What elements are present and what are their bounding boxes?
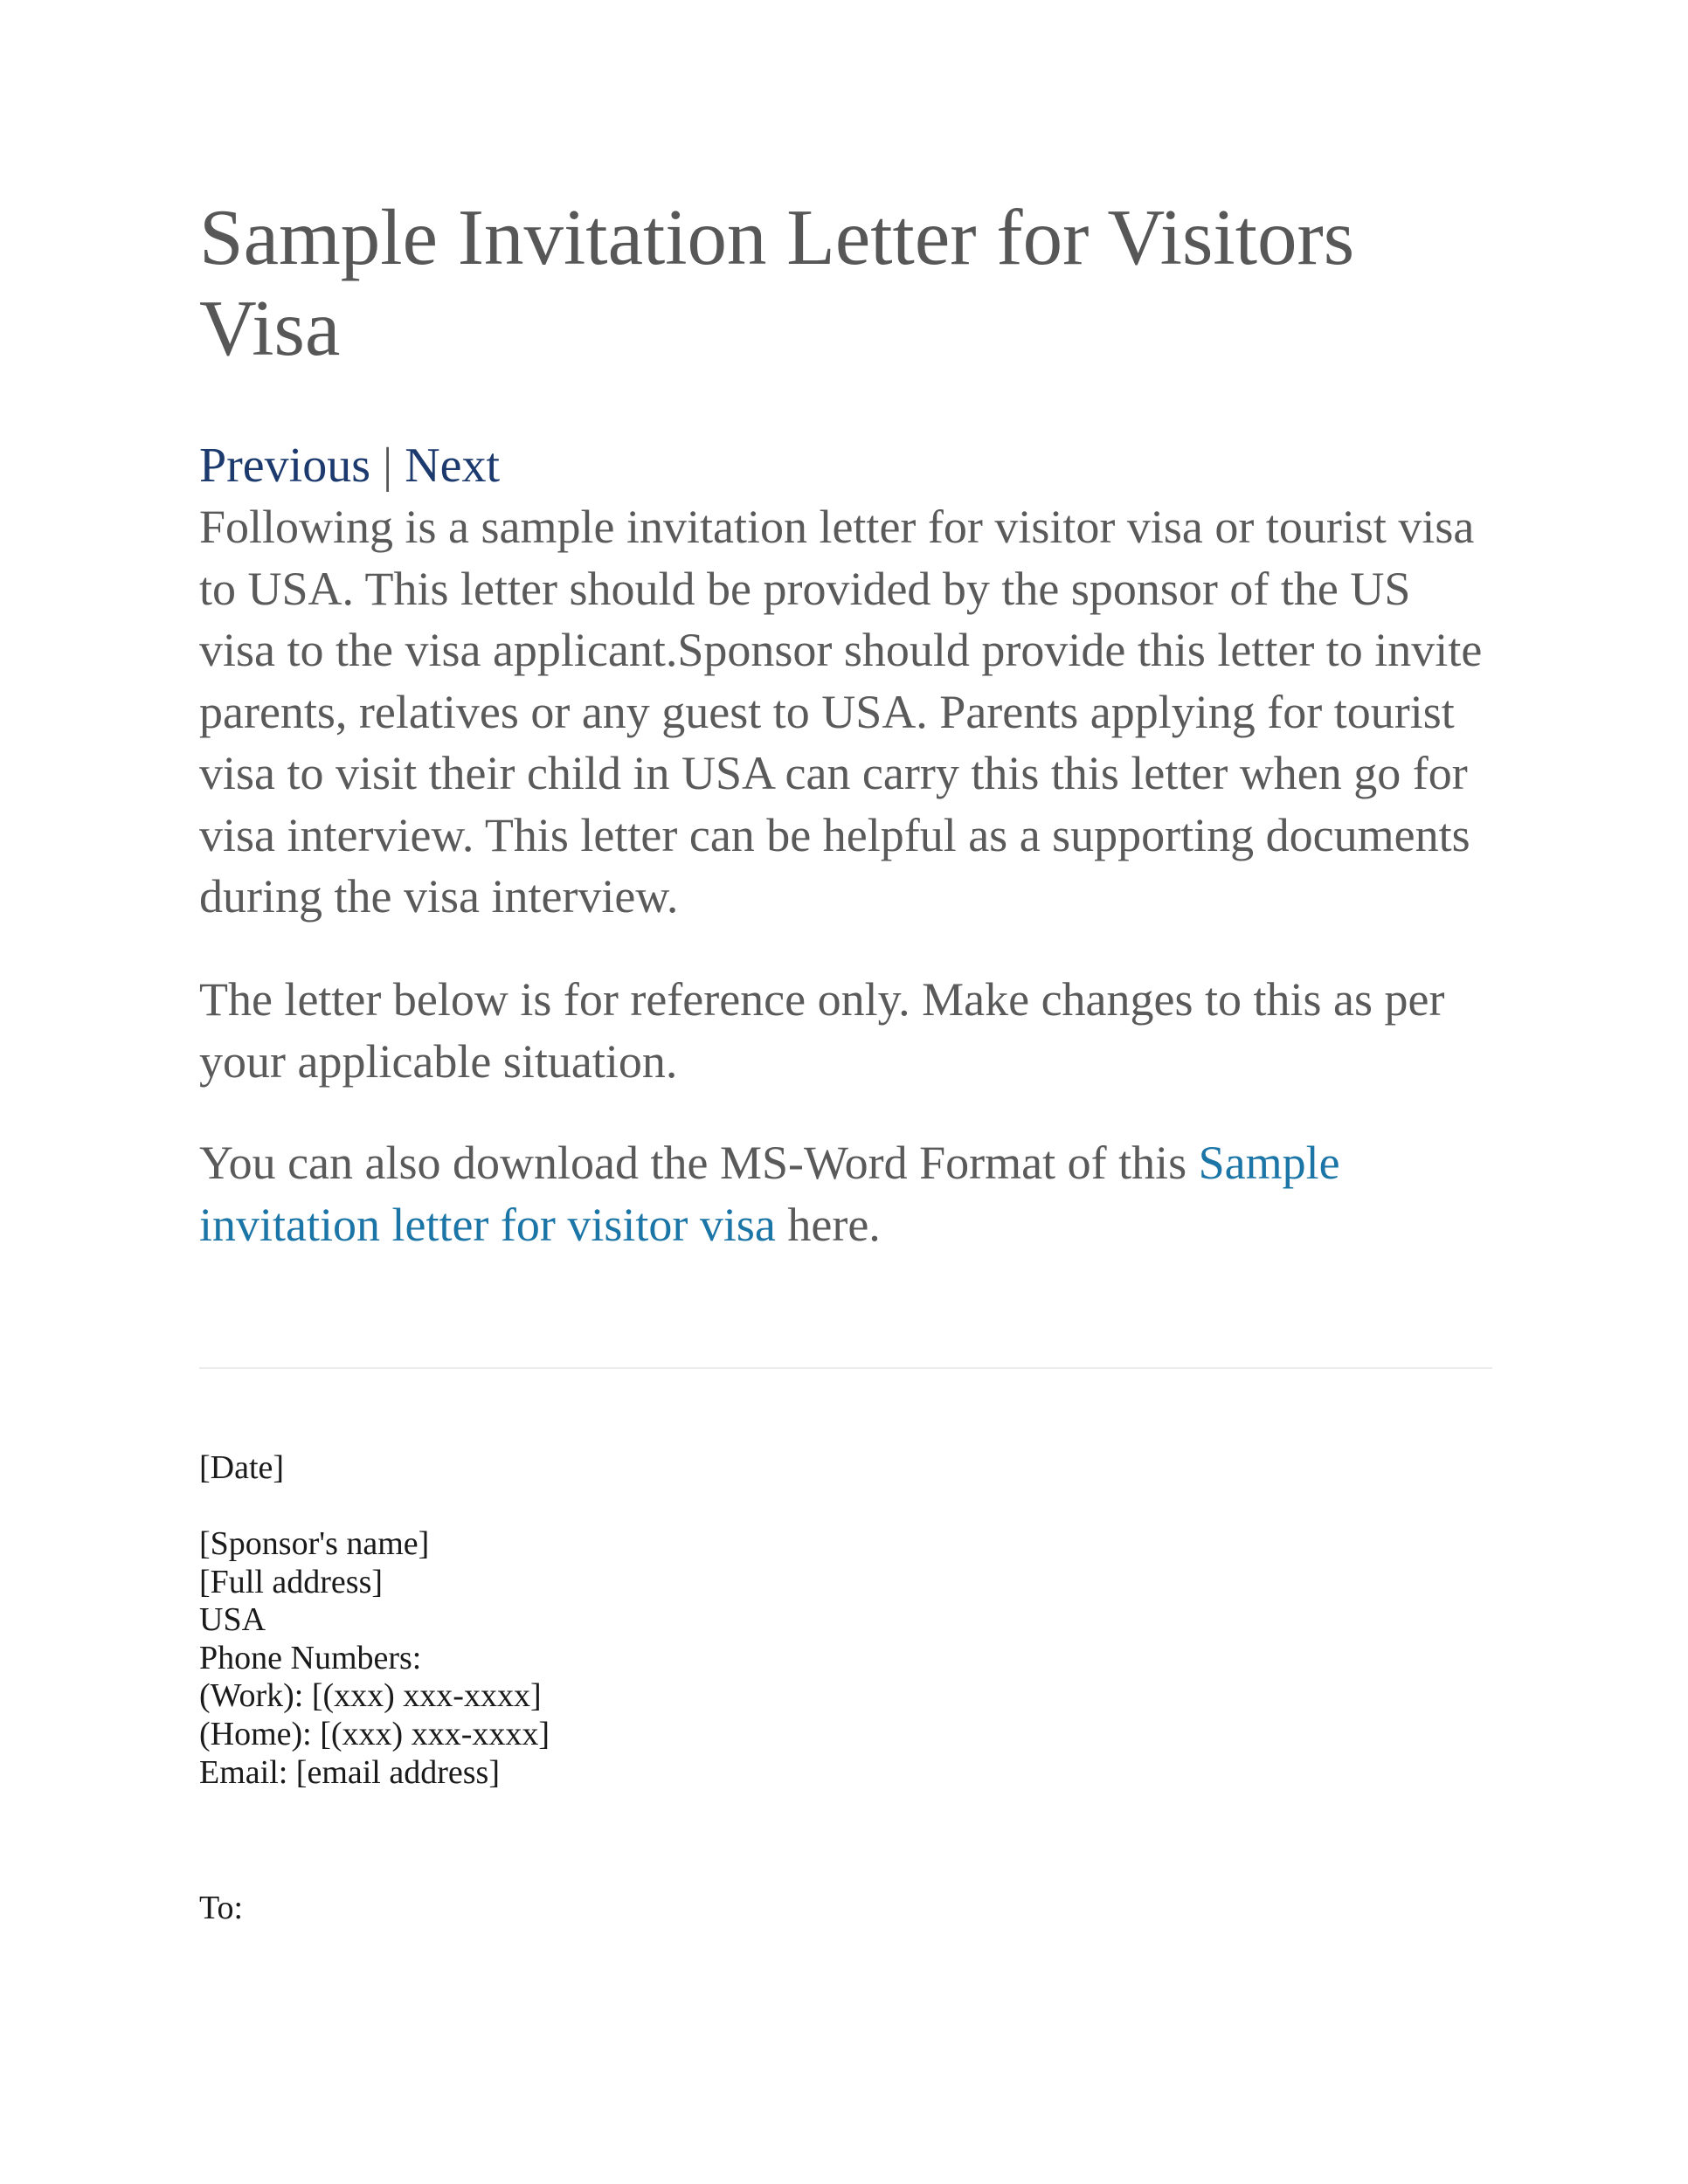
sponsor-email: Email: [email address] (199, 1753, 500, 1791)
previous-link[interactable]: Previous (199, 439, 370, 493)
nav-separator: | (383, 439, 393, 493)
phone-heading: Phone Numbers: (199, 1639, 422, 1676)
phone-work: (Work): [(xxx) xxx-xxxx] (199, 1677, 542, 1715)
sponsor-address-block (199, 1525, 550, 1792)
download-paragraph (199, 1132, 1492, 1255)
letter-date (199, 1449, 284, 1488)
download-text-suffix: here. (775, 1198, 881, 1251)
date-placeholder: [Date] (199, 1449, 285, 1486)
download-text-prefix: You can also download the MS-Word Format of this (199, 1137, 1199, 1189)
pagination-nav (199, 435, 500, 496)
intro-paragraph: Following is a sample invitation letter for visitor visa or tourist visa to USA. This letter should be provided by the sponsor of the US visa to the visa applicant.Sponsor should provide this letter to invite parents, relatives or any guest to USA. Parents applying for tourist visa to visit their child in USA can carry this this letter when go for visa interview. This letter can be helpful as a supporting documents during the visa interview. (199, 501, 1483, 923)
section-divider (199, 1367, 1492, 1369)
recipient-block (199, 1890, 243, 1928)
to-label: To: (199, 1890, 244, 1926)
next-link[interactable]: Next (405, 439, 501, 493)
sponsor-address: [Full address] (199, 1563, 384, 1600)
sponsor-name: [Sponsor's name] (199, 1525, 430, 1562)
sponsor-country: USA (199, 1601, 266, 1639)
download-letter-link[interactable]: Sample invitation letter for visitor visa (199, 1137, 1340, 1251)
page-title: Sample Invitation Letter for Visitors Visa (199, 193, 1355, 372)
reference-note-paragraph: The letter below is for reference only. Make changes to this as per your applicable situation. (199, 973, 1445, 1088)
phone-home: (Home): [(xxx) xxx-xxxx] (199, 1715, 550, 1752)
